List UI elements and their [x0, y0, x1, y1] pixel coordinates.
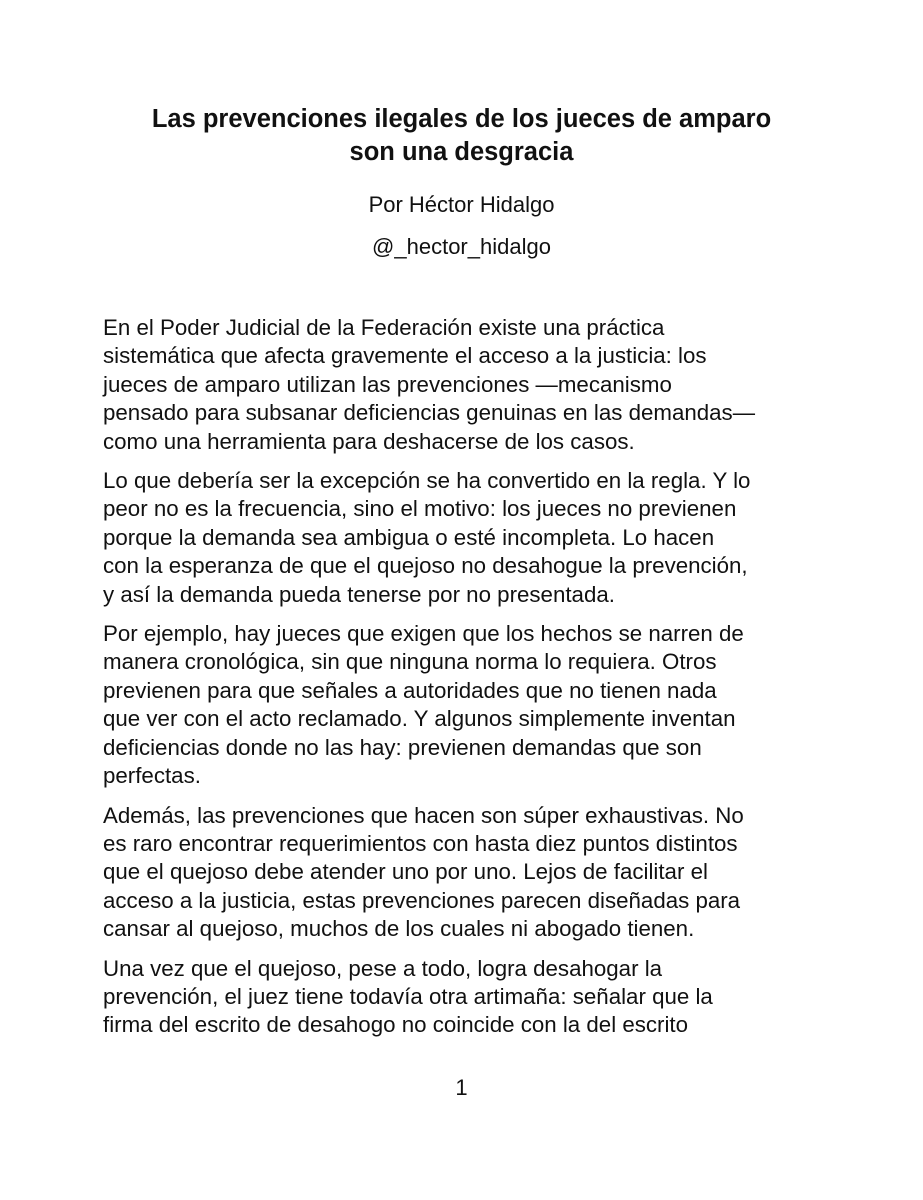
author-handle: @_hector_hidalgo — [372, 234, 551, 259]
paragraph: En el Poder Judicial de la Federación existe una práctica sistemática que afecta gravemente el acceso a la justicia: los jueces de amparo utilizan las prevenciones —mecanismo pensado para subsanar deficiencias genuinas en las demandas— como una herramienta para deshacerse de los casos. — [103, 315, 755, 454]
page-number: 1 — [455, 1075, 468, 1100]
author-byline: Por Héctor Hidalgo — [368, 192, 555, 217]
paragraph: Por ejemplo, hay jueces que exigen que los hechos se narren de manera cronológica, sin que ninguna norma lo requiera. Otros previenen para que señales a autoridades que no tienen nada que ver con el acto reclamado. Y algunos simplemente inventan deficiencias donde no las hay: previenen demandas que son perfectas. — [103, 621, 744, 789]
paragraph: Además, las prevenciones que hacen son súper exhaustivas. No es raro encontrar requerimientos con hasta diez puntos distintos que el quejoso debe atender uno por uno. Lejos de facilitar el acceso a la justicia, estas prevenciones parecen diseñadas para cansar al quejoso, muchos de los cuales ni abogado tienen. — [103, 802, 744, 942]
page-title: Las prevenciones ilegales de los jueces de amparo son una desgracia — [151, 105, 772, 166]
article-body — [103, 314, 833, 1051]
paragraph: Una vez que el quejoso, pese a todo, logra desahogar la prevención, el juez tiene todavía otra artimaña: señalar que la firma del escrito de desahogo no coincide con la del escrito — [103, 955, 713, 1038]
paragraph: Lo que debería ser la excepción se ha convertido en la regla. Y lo peor no es la frecuencia, sino el motivo: los jueces no previenen porque la demanda sea ambigua o esté incompleta. Lo hacen con la esperanza de que el quejoso no desahogue la prevención, y así la demanda pueda tenerse por no presentada. — [103, 468, 751, 607]
